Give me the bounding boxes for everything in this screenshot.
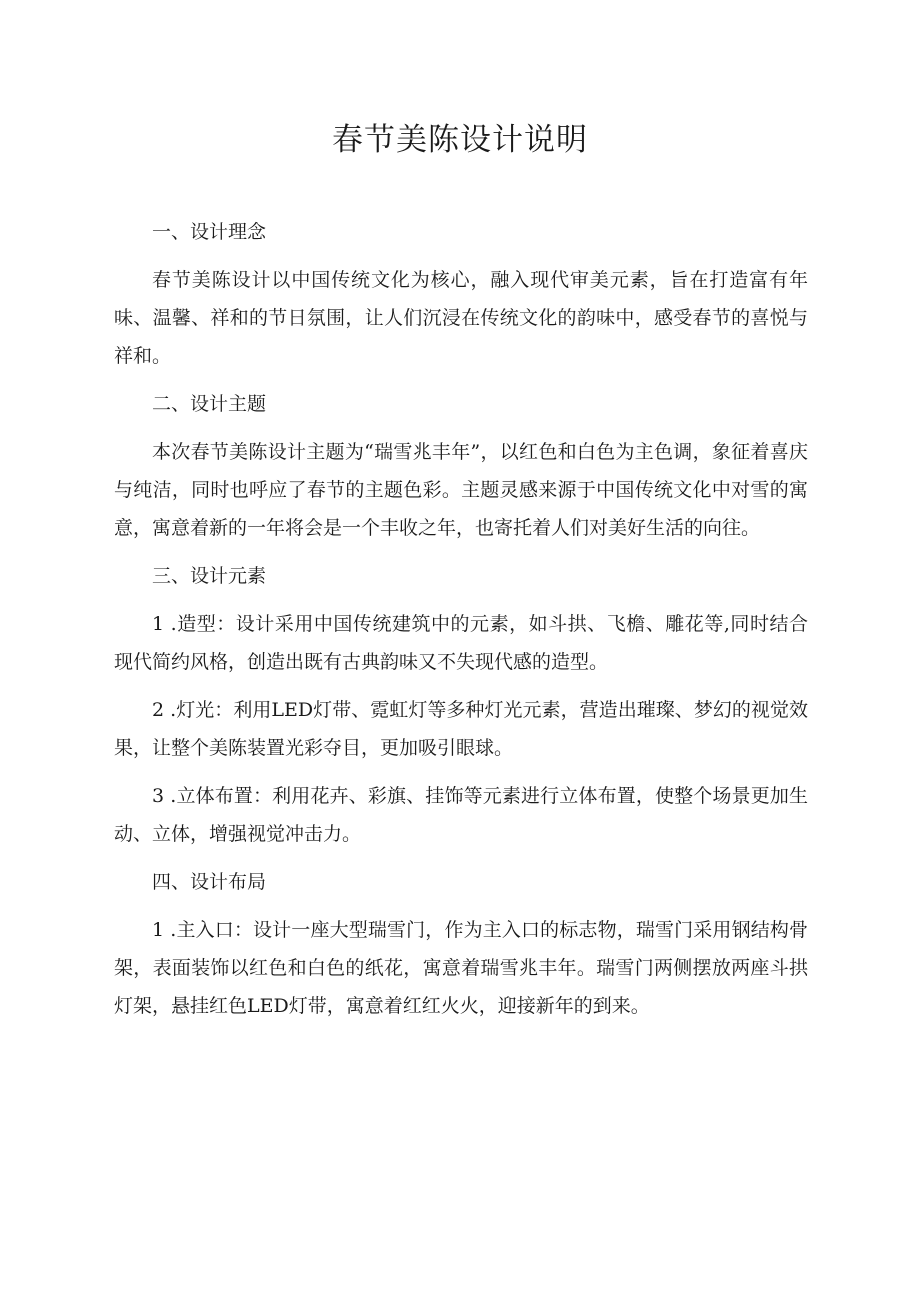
- document-body: [114, 213, 808, 1035]
- paragraph-layout-entrance: 1 .主入口：设计一座大型瑞雪门，作为主入口的标志物，瑞雪门采用钢结构骨架，表面装饰以红色和白色的纸花，寓意着瑞雪兆丰年。瑞雪门两侧摆放两座斗拱灯架，悬挂红色LED灯带，寓意着红红火火，迎接新年的到来。: [114, 919, 808, 1017]
- paragraph-theme: 本次春节美陈设计主题为“瑞雪兆丰年”，以红色和白色为主色调，象征着喜庆与纯洁，同时也呼应了春节的主题色彩。主题灵感来源于中国传统文化中对雪的寓意，寓意着新的一年将会是一个丰收之年，也寄托着人们对美好生活的向往。: [114, 441, 808, 539]
- paragraph-elements-lighting: 2 .灯光：利用LED灯带、霓虹灯等多种灯光元素，营造出璀璨、梦幻的视觉效果，让整个美陈装置光彩夺目，更加吸引眼球。: [114, 699, 808, 759]
- paragraph-elements-layout: 3 .立体布置：利用花卉、彩旗、挂饰等元素进行立体布置，使整个场景更加生动、立体，增强视觉冲击力。: [114, 785, 808, 845]
- section-heading-concept: 一、设计理念: [152, 221, 267, 243]
- document-title: 春节美陈设计说明: [332, 122, 588, 158]
- section-heading-layout: 四、设计布局: [152, 871, 267, 893]
- paragraph-elements-shape: 1 .造型：设计采用中国传统建筑中的元素，如斗拱、飞檐、雕花等,同时结合现代简约风格，创造出既有古典韵味又不失现代感的造型。: [114, 613, 808, 673]
- paragraph-concept: 春节美陈设计以中国传统文化为核心，融入现代审美元素，旨在打造富有年味、温馨、祥和的节日氛围，让人们沉浸在传统文化的韵味中，感受春节的喜悦与祥和。: [114, 269, 808, 367]
- section-heading-elements: 三、设计元素: [152, 565, 267, 587]
- section-heading-theme: 二、设计主题: [152, 393, 267, 415]
